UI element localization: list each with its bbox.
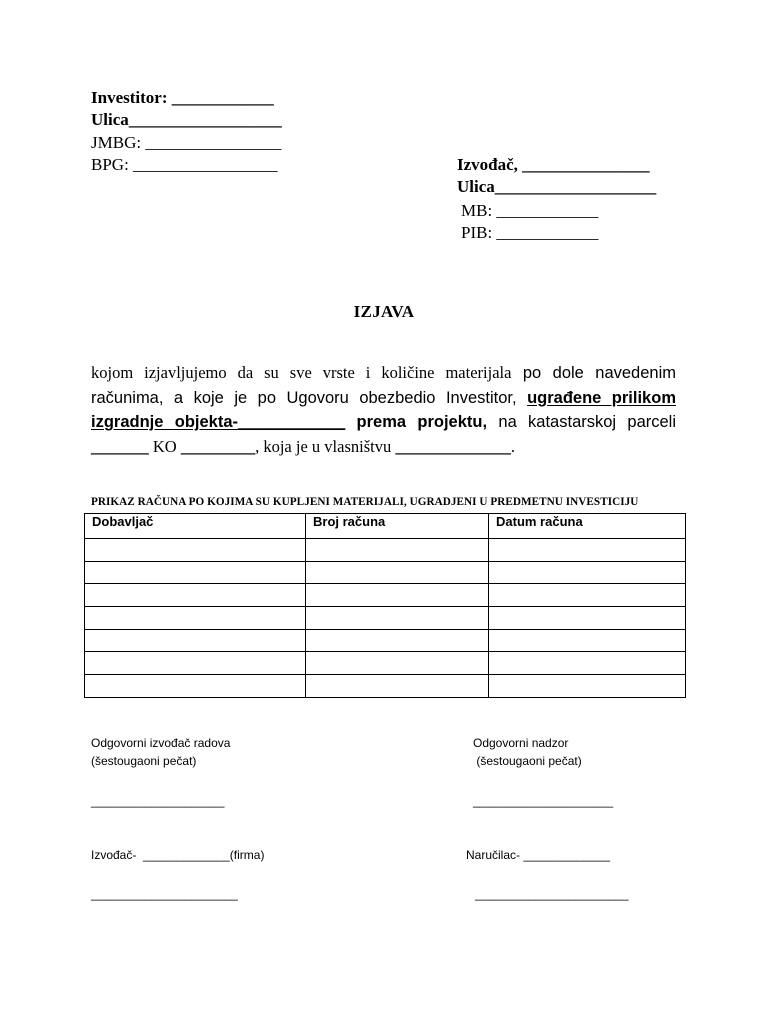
table-cell[interactable]: [85, 675, 306, 698]
table-cell[interactable]: [489, 607, 686, 630]
statement-blank: _____________: [238, 412, 346, 431]
invoice-table: [84, 513, 686, 698]
table-cell[interactable]: [489, 652, 686, 675]
statement-part: po dole navedenim računima, a koje je po Ugovoru obezbedio Investitor,: [91, 364, 676, 407]
table-cell[interactable]: [306, 561, 489, 584]
investitor-label: Investitor: ____________: [91, 88, 274, 107]
table-cell[interactable]: [489, 629, 686, 652]
statement-emphasis: ugrađene prilikom izgradnje objekta-: [91, 388, 676, 431]
statement-part: na katastarskoj parceli: [487, 413, 676, 431]
statement-part: , koja je u vlasništvu: [255, 436, 396, 456]
table-row: [85, 652, 686, 675]
table-cell[interactable]: [489, 539, 686, 562]
investitor-jmbg: JMBG: ________________: [91, 133, 282, 152]
supervision-seal-label: (šestougaoni pečat): [473, 754, 582, 768]
header-invoice-date: Datum računa: [489, 514, 686, 539]
table-cell[interactable]: [306, 539, 489, 562]
contractor-firm-label: Izvođač- _____________(firma): [91, 848, 265, 862]
table-cell[interactable]: [85, 652, 306, 675]
table-row: [85, 539, 686, 562]
table-caption: PRIKAZ RAČUNA PO KOJIMA SU KUPLJENI MATERIJALI, UGRADJENI U PREDMETNU INVESTICIJU: [91, 496, 639, 508]
statement-paragraph: [91, 361, 676, 458]
table-cell[interactable]: [85, 561, 306, 584]
investitor-street: Ulica__________________: [91, 110, 282, 129]
table-row: [85, 584, 686, 607]
responsible-contractor-label: Odgovorni izvođač radova: [91, 736, 231, 750]
table-row: [85, 607, 686, 630]
contractor-seal-label: (šestougaoni pečat): [91, 754, 197, 768]
table-cell[interactable]: [489, 675, 686, 698]
table-cell[interactable]: [85, 629, 306, 652]
table-cell[interactable]: [85, 584, 306, 607]
table-cell[interactable]: [85, 539, 306, 562]
responsible-supervision-label: Odgovorni nadzor: [473, 736, 569, 750]
izvodjac-street: Ulica___________________: [457, 177, 657, 196]
statement-emphasis: prema projektu,: [345, 413, 488, 431]
statement-part: kojom izjavljujemo da su sve vrste i količine materijala: [91, 363, 512, 382]
table-row: [85, 561, 686, 584]
table-cell[interactable]: [306, 607, 489, 630]
investitor-bpg: BPG: _________________: [91, 155, 278, 174]
table-cell[interactable]: [489, 561, 686, 584]
statement-part: .: [510, 436, 515, 456]
header-supplier: Dobavljač: [85, 514, 306, 539]
header-invoice-number: Broj računa: [306, 514, 489, 539]
statement-blank: ______________: [395, 436, 511, 456]
statement-part: KO: [148, 436, 181, 456]
table-row: [85, 629, 686, 652]
contractor-signature-line: ____________________: [91, 794, 225, 808]
table-cell[interactable]: [306, 584, 489, 607]
supervision-signature-line: _____________________: [473, 794, 614, 808]
table-row: [85, 675, 686, 698]
statement-blank: _______: [91, 436, 149, 456]
client-label: Naručilac- _____________: [466, 848, 611, 862]
page-title: IZJAVA: [353, 302, 415, 321]
table-cell[interactable]: [306, 652, 489, 675]
table-cell[interactable]: [489, 584, 686, 607]
table-header-row: [85, 514, 686, 539]
client-signature-line: _______________________: [475, 887, 629, 901]
table-cell[interactable]: [85, 607, 306, 630]
izvodjac-pib: PIB: ____________: [461, 223, 599, 242]
izvodjac-mb: MB: ____________: [461, 201, 599, 220]
statement-blank: _________: [180, 436, 256, 456]
izvodjac-label: Izvođač, _______________: [457, 155, 650, 174]
table-cell[interactable]: [306, 675, 489, 698]
table-cell[interactable]: [306, 629, 489, 652]
contractor-firm-signature-line: ______________________: [91, 887, 238, 901]
